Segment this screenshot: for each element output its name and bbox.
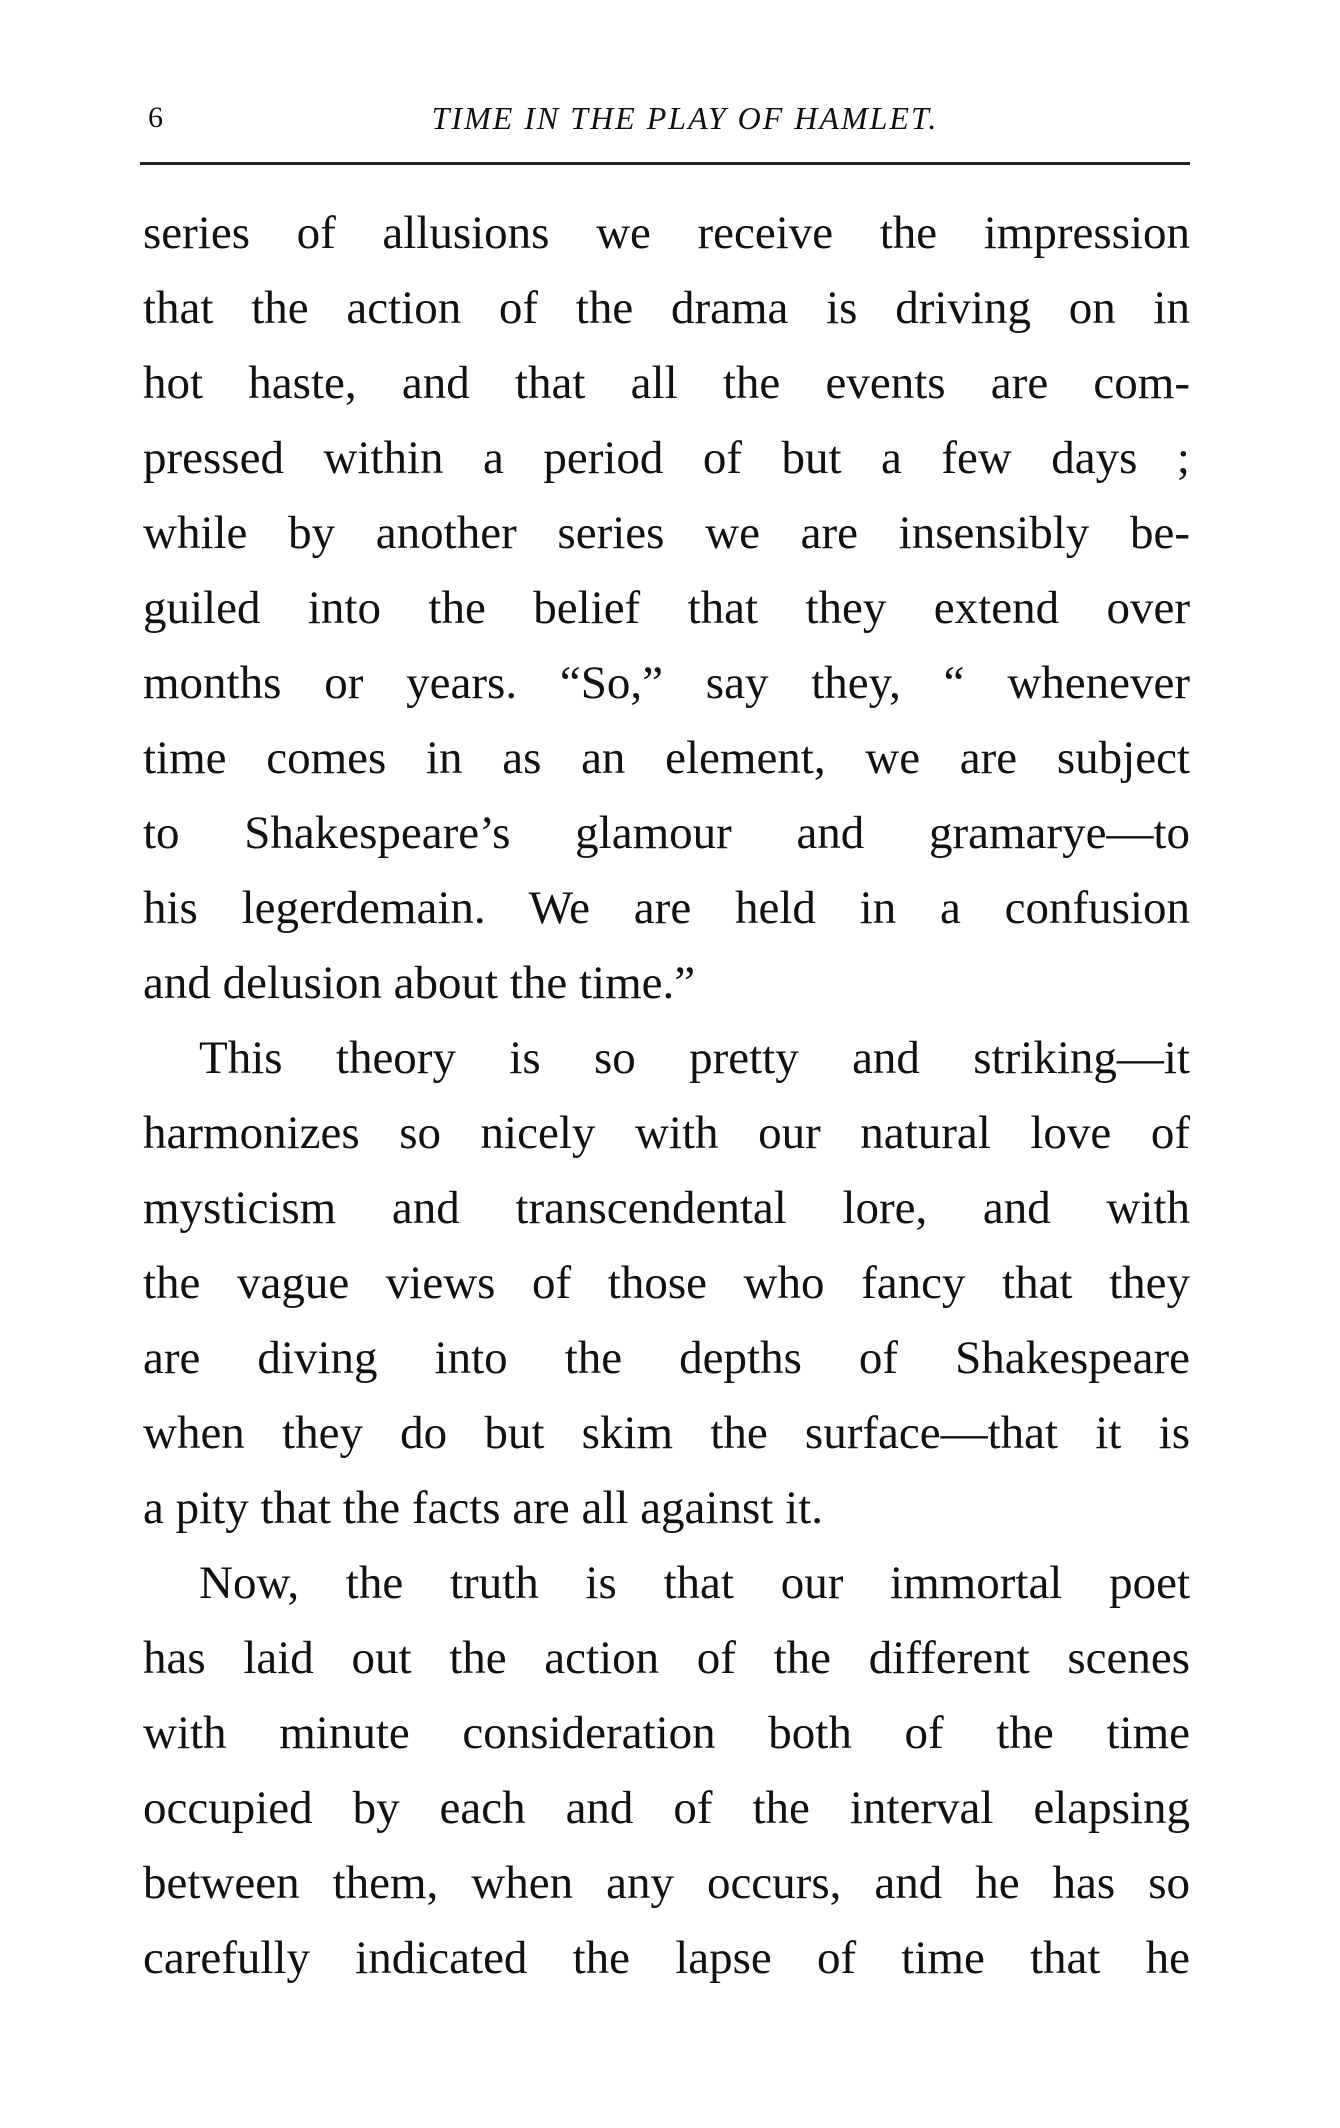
text-line: Now, the truth is that our immortal poet xyxy=(199,1557,1190,1609)
text-line: his legerdemain. We are held in a confusion xyxy=(143,882,1190,934)
text-line: carefully indicated the lapse of time that he xyxy=(143,1932,1190,1984)
header-rule xyxy=(140,162,1190,165)
text-line: between them, when any occurs, and he has so xyxy=(143,1857,1190,1909)
text-line: has laid out the action of the different scenes xyxy=(143,1632,1190,1684)
page-number: 6 xyxy=(148,101,163,134)
text-line: the vague views of those who fancy that they xyxy=(143,1257,1190,1309)
text-line: pressed within a period of but a few days ; xyxy=(143,432,1190,484)
text-line: harmonizes so nicely with our natural love of xyxy=(143,1107,1190,1159)
text-line: when they do but skim the surface—that it is xyxy=(143,1407,1190,1459)
text-line: mysticism and transcendental lore, and with xyxy=(143,1182,1190,1234)
text-line: time comes in as an element, we are subject xyxy=(143,732,1190,784)
text-line: series of allusions we receive the impression xyxy=(143,207,1190,259)
text-line: occupied by each and of the interval elapsing xyxy=(143,1782,1190,1834)
text-line: This theory is so pretty and striking—it xyxy=(199,1032,1190,1084)
text-line: that the action of the drama is driving on in xyxy=(143,282,1190,334)
text-line: are diving into the depths of Shakespeare xyxy=(143,1332,1190,1384)
body-text xyxy=(143,196,1190,1996)
text-line: with minute consideration both of the time xyxy=(143,1707,1190,1759)
text-line: a pity that the facts are all against it. xyxy=(143,1482,823,1534)
running-head xyxy=(140,98,1190,138)
text-line: while by another series we are insensibly be- xyxy=(143,507,1190,559)
text-line: to Shakespeare’s glamour and gramarye—to xyxy=(143,807,1190,859)
paragraph-1 xyxy=(143,196,1190,1021)
paragraph-2 xyxy=(143,1021,1190,1546)
text-line: and delusion about the time.” xyxy=(143,957,696,1009)
text-line: guiled into the belief that they extend over xyxy=(143,582,1190,634)
running-title: TIME IN THE PLAY OF HAMLET. xyxy=(431,100,939,136)
paragraph-3 xyxy=(143,1546,1190,1996)
text-line: hot haste, and that all the events are com- xyxy=(143,357,1190,409)
text-line: months or years. “So,” say they, “ whenever xyxy=(143,657,1190,709)
